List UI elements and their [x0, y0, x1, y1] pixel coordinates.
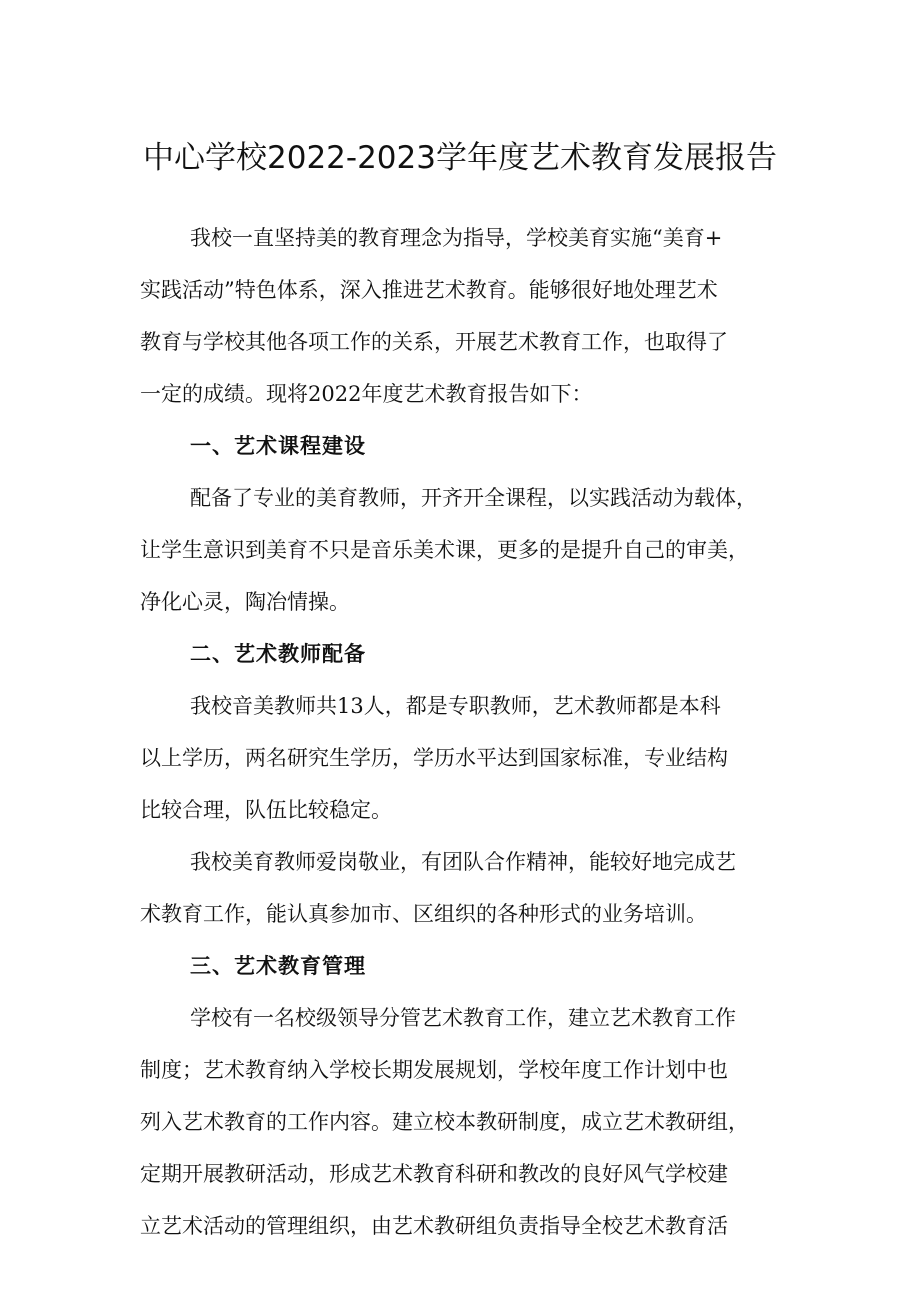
text-line: 以上学历，两名研究生学历，学历水平达到国家标准，专业结构	[140, 746, 728, 770]
text-line: 制度；艺术教育纳入学校长期发展规划，学校年度工作计划中也	[140, 1058, 728, 1082]
text-line: 净化心灵，陶冶情操。	[140, 590, 350, 614]
section-heading: 二、艺术教师配备	[190, 642, 366, 666]
text-line: 让学生意识到美育不只是音乐美术课，更多的是提升自己的审美，	[140, 538, 749, 562]
document-title: 中心学校2022-2023学年度艺术教育发展报告	[143, 140, 777, 176]
text-line: 术教育工作，能认真参加市、区组织的各种形式的业务培训。	[140, 902, 707, 926]
text-line: 配备了专业的美育教师，开齐开全课程，以实践活动为载体，	[190, 486, 757, 510]
section-heading: 一、艺术课程建设	[190, 434, 366, 458]
section-heading: 三、艺术教育管理	[190, 954, 366, 978]
text-line: 比较合理，队伍比较稳定。	[140, 798, 392, 822]
text-line: 一定的成绩。现将2022年度艺术教育报告如下：	[140, 382, 593, 406]
text-line: 实践活动”特色体系，深入推进艺术教育。能够很好地处理艺术	[140, 278, 718, 302]
intro-paragraph	[140, 212, 784, 420]
document-body	[140, 212, 784, 1252]
text-line: 学校有一名校级领导分管艺术教育工作，建立艺术教育工作	[190, 1006, 736, 1030]
text-line: 定期开展教研活动，形成艺术教育科研和教改的良好风气学校建	[140, 1162, 728, 1186]
text-line: 教育与学校其他各项工作的关系，开展艺术教育工作，也取得了	[140, 330, 728, 354]
text-line: 立艺术活动的管理组织，由艺术教研组负责指导全校艺术教育活	[140, 1214, 728, 1238]
section-curriculum	[140, 420, 784, 628]
text-line: 我校音美教师共13人，都是专职教师，艺术教师都是本科	[190, 694, 721, 718]
text-line: 我校美育教师爱岗敬业，有团队合作精神，能较好地完成艺	[190, 850, 736, 874]
section-management	[140, 940, 784, 1252]
text-line: 列入艺术教育的工作内容。建立校本教研制度，成立艺术教研组，	[140, 1110, 749, 1134]
section-teachers	[140, 628, 784, 940]
text-line: 我校一直坚持美的教育理念为指导，学校美育实施“美育+	[190, 226, 723, 250]
